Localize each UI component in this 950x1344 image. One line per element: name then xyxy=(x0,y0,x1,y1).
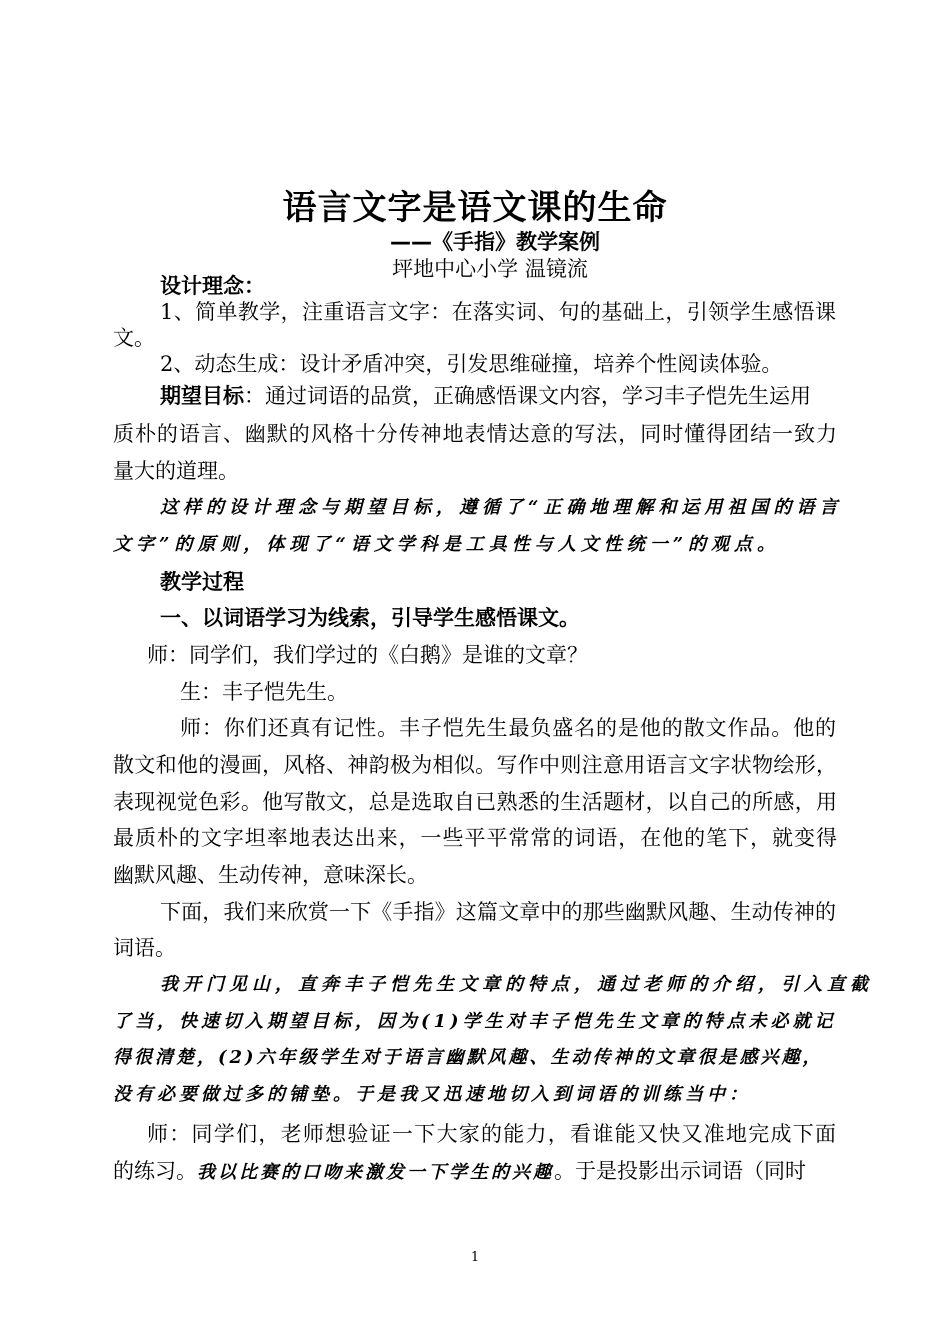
teacher-line-2e: 幽默风趣、生动传神，意味深长。 xyxy=(113,863,428,887)
page-number: 1 xyxy=(470,1250,480,1265)
document-author: 坪地中心小学 温镜流 xyxy=(392,257,588,281)
comment-2-line-1: 我开门见山，直奔丰子恺先生文章的特点，通过老师的介绍，引入直截 xyxy=(160,974,873,995)
section-1-heading: 一、以词语学习为线索，引导学生感悟课文。 xyxy=(160,606,580,630)
teacher-line-4b-start: 的练习。 xyxy=(113,1159,197,1183)
goal-text-1: ：通过词语的品赏，正确感悟课文内容，学习丰子恺先生运用 xyxy=(244,384,811,408)
design-item-2: 2、动态生成：设计矛盾冲突，引发思维碰撞，培养个性阅读体验。 xyxy=(160,352,783,376)
teacher-line-2c: 表现视觉色彩。他写散文，总是选取自已熟悉的生活题材，以自己的所感，用 xyxy=(113,790,837,814)
design-item-1-line-1: 1、简单教学，注重语言文字：在落实词、句的基础上，引领学生感悟课 xyxy=(160,300,836,324)
teacher-line-4b-end: 。于是投影出示词语（同时 xyxy=(554,1159,806,1183)
design-item-1-line-2: 文。 xyxy=(113,326,155,350)
goal-label: 期望目标 xyxy=(160,384,244,408)
comment-2-line-4: 没有必要做过多的铺垫。于是我又迅速地切入到词语的训练当中： xyxy=(113,1084,751,1105)
teacher-line-4b-comment: 我以比赛的口吻来激发一下学生的兴趣 xyxy=(197,1162,554,1183)
comment-2-line-3: 得很清楚，(2)六年级学生对于语言幽默风趣、生动传神的文章很是感兴趣， xyxy=(113,1047,824,1068)
goal-line-3: 量大的道理。 xyxy=(113,459,239,483)
comment-1-line-2: 文字”的原则，体现了“语文学科是工具性与人文性统一”的观点。 xyxy=(113,534,781,555)
document-title: 语言文字是语文课的生命 xyxy=(282,188,668,228)
goal-line-2: 质朴的语言、幽默的风格十分传神地表情达意的写法，同时懂得团结一致力 xyxy=(113,422,837,446)
teacher-line-1: 师：同学们，我们学过的《白鹅》是谁的文章？ xyxy=(147,643,588,667)
document-subtitle: ——《手指》教学案例 xyxy=(390,230,600,254)
goal-line-1 xyxy=(160,382,811,410)
process-heading: 教学过程 xyxy=(160,570,244,594)
teacher-line-2d: 最质朴的文字坦率地表达出来，一些平平常常的词语，在他的笔下，就变得 xyxy=(113,826,837,850)
student-line-1: 生：丰子恺先生。 xyxy=(180,680,348,704)
comment-1-line-1: 这样的设计理念与期望目标，遵循了“正确地理解和运用祖国的语言 xyxy=(160,497,843,518)
design-heading: 设计理念： xyxy=(160,274,265,298)
teacher-line-4a: 师：同学们，老师想验证一下大家的能力，看谁能又快又准地完成下面 xyxy=(147,1122,836,1146)
teacher-line-2b: 散文和他的漫画，风格、神韵极为相似。写作中则注意用语言文字状物绘形， xyxy=(113,753,837,777)
teacher-line-3a: 下面，我们来欣赏一下《手指》这篇文章中的那些幽默风趣、生动传神的 xyxy=(160,900,836,924)
teacher-line-2a: 师：你们还真有记性。丰子恺先生最负盛名的是他的散文作品。他的 xyxy=(180,716,836,740)
teacher-line-3b: 词语。 xyxy=(113,936,176,960)
teacher-line-4b xyxy=(113,1157,806,1187)
comment-2-line-2: 了当，快速切入期望目标，因为(1)学生对丰子恺先生文章的特点未必就记 xyxy=(113,1011,837,1032)
